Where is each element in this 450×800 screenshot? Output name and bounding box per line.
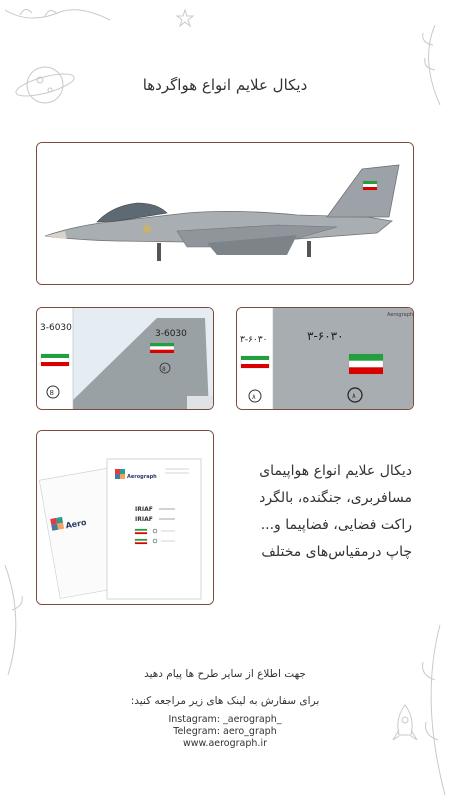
instagram-link[interactable]: Instagram: _aerograph_: [168, 714, 282, 725]
tail-decal-image-left: [37, 308, 214, 410]
decal-sheet-image: [37, 431, 214, 605]
watermark-right: Aerograph: [387, 312, 414, 318]
tail-code-right: ۳-۶۰۳۰: [307, 329, 344, 343]
badge-right: ۸: [252, 393, 256, 401]
side-code-left: 3-6030: [40, 323, 72, 333]
hero-jet-card[interactable]: [36, 142, 414, 285]
tail-decal-card-right[interactable]: [236, 307, 414, 410]
tail-code-left: 3-6030: [155, 329, 187, 339]
tail-decal-card-left[interactable]: [36, 307, 214, 410]
leaf-doodle-bottom: [380, 620, 450, 800]
page-title: دیکال علایم انواع هواگردها: [142, 76, 308, 94]
sheet-row-1: IRIAF: [135, 506, 153, 513]
sheet-row-2: IRIAF: [135, 516, 153, 523]
badge-left: 8: [49, 389, 54, 397]
description-line-3: راکت فضایی، فضاپیما و...: [260, 517, 412, 533]
sheet-brand-small: Aero: [64, 517, 88, 531]
description-block: [232, 458, 412, 566]
telegram-link[interactable]: Telegram: aero_graph: [173, 726, 277, 737]
footer-order: برای سفارش به لینک های زیر مراجعه کنید:: [130, 695, 320, 707]
star-doodle: [175, 8, 215, 28]
leaf-doodle-right: [395, 20, 450, 110]
website-link[interactable]: www.aerograph.ir: [182, 738, 267, 749]
leaf-doodle: [0, 0, 120, 50]
description-line-1: دیکال علایم انواع هواپیمای: [259, 463, 412, 479]
leaf-doodle-left-bottom: [0, 560, 40, 680]
description-line-2: مسافربری، جنگنده، بالگرد: [259, 490, 412, 506]
side-code-right: ۳-۶۰۳۰: [240, 335, 268, 345]
fighter-jet-image: [37, 143, 414, 285]
decal-sheet-card[interactable]: [36, 430, 214, 605]
footer-info: جهت اطلاع از سایر طرح ها پیام دهید: [144, 668, 306, 680]
badge-right-tail: ۸: [352, 392, 356, 400]
sheet-brand: Aerograph: [127, 474, 157, 480]
tail-decal-image-right: [237, 308, 414, 410]
description-line-4: چاپ درمقیاس‌های مختلف: [261, 544, 412, 560]
badge-left-tail: 8: [162, 366, 166, 373]
